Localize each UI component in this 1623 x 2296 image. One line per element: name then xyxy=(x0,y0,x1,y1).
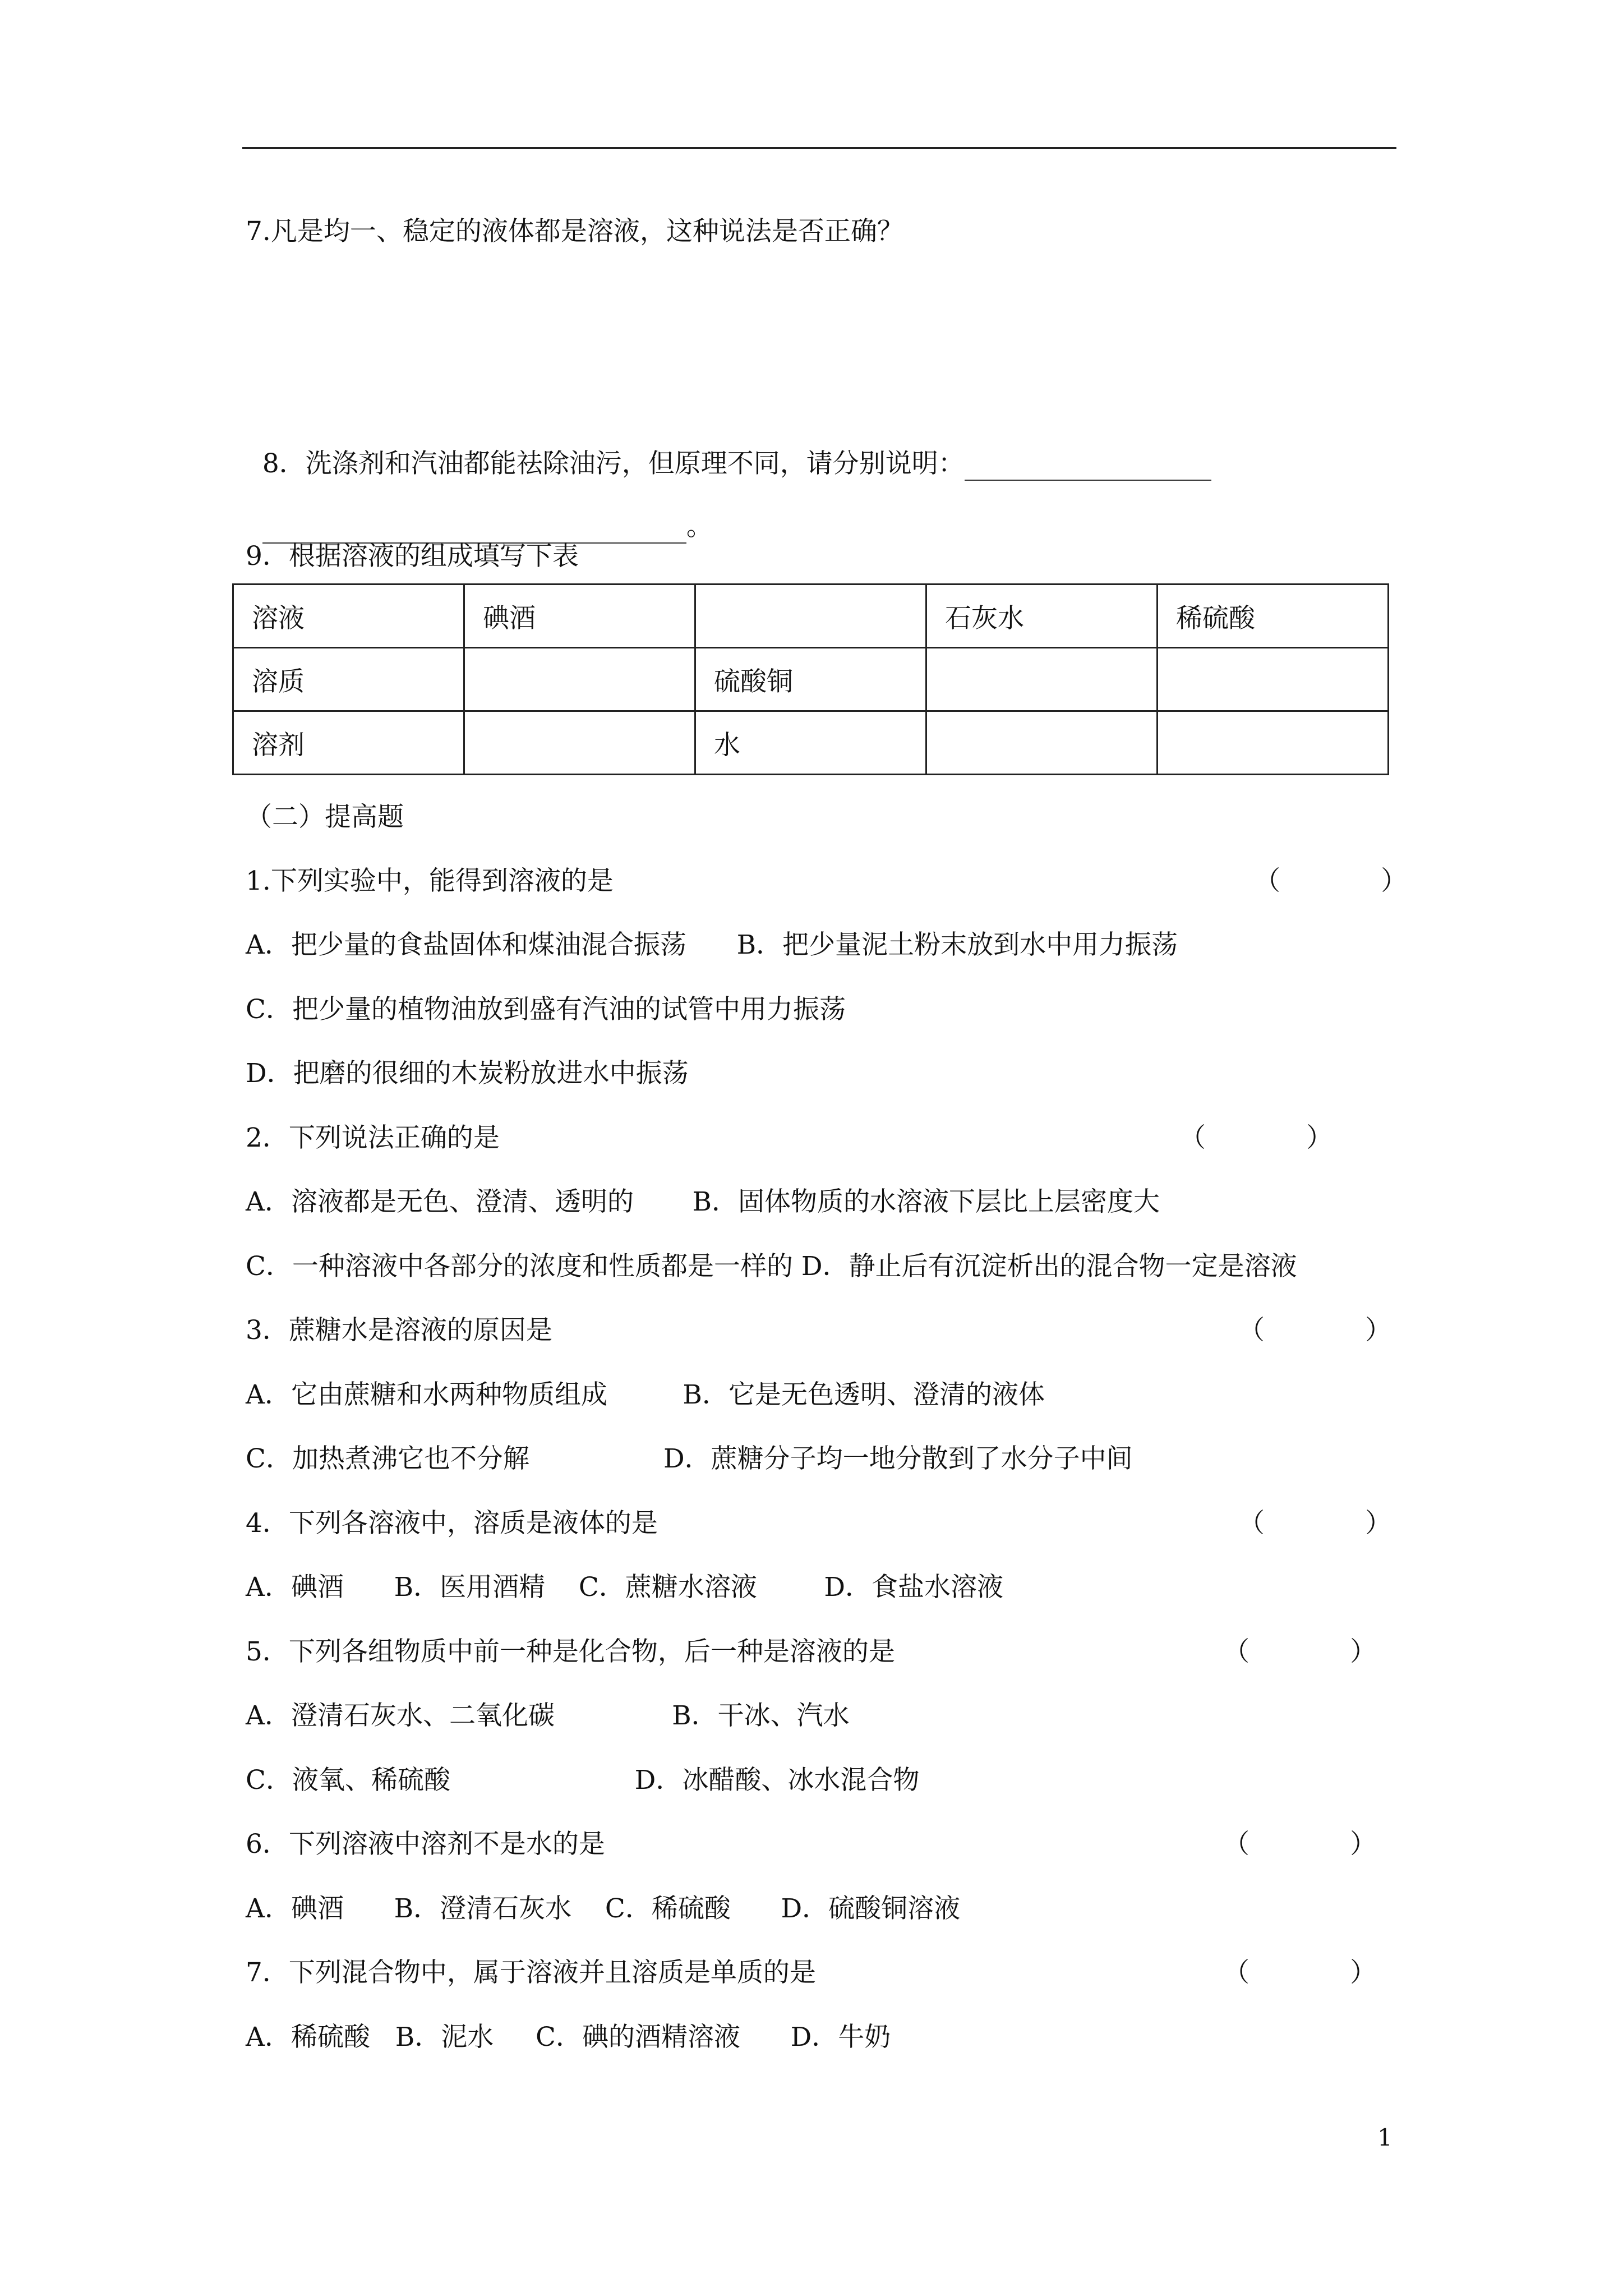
section-heading: （二）提高题 xyxy=(246,802,404,832)
option-line: A．它由蔗糖和水两种物质组成 B．它是无色透明、澄清的液体 xyxy=(246,1379,1045,1410)
table-cell: 稀硫酸 xyxy=(1158,585,1389,648)
solution-composition-table xyxy=(232,583,1389,775)
header-rule xyxy=(242,147,1396,149)
question-stem: 3．蔗糖水是溶液的原因是 xyxy=(246,1315,552,1346)
table-cell[interactable] xyxy=(926,711,1158,775)
table-row xyxy=(233,648,1389,711)
page-number: 1 xyxy=(1377,2124,1393,2151)
option-line: A．碘酒 B．医用酒精 C．蔗糖水溶液 D．食盐水溶液 xyxy=(246,1572,1004,1603)
question-stem: 2．下列说法正确的是 xyxy=(246,1122,500,1153)
option-line: A．稀硫酸 B．泥水 C．碘的酒精溶液 D．牛奶 xyxy=(246,2022,891,2053)
table-cell[interactable] xyxy=(1158,648,1389,711)
question-stem: 7．下列混合物中，属于溶液并且溶质是单质的是 xyxy=(246,1957,816,1988)
table-cell[interactable] xyxy=(695,585,926,648)
answer-bracket[interactable]: （ ） xyxy=(1238,1508,1392,1539)
table-cell[interactable] xyxy=(1158,711,1389,775)
answer-bracket[interactable]: （ ） xyxy=(1254,866,1408,896)
answer-bracket[interactable]: （ ） xyxy=(1223,1636,1377,1667)
answer-bracket[interactable]: （ ） xyxy=(1223,1829,1377,1860)
answer-bracket[interactable]: （ ） xyxy=(1238,1315,1392,1346)
table-cell: 溶液 xyxy=(233,585,464,648)
question-8 xyxy=(246,413,1211,481)
table-cell: 石灰水 xyxy=(926,585,1158,648)
table-cell: 溶剂 xyxy=(233,711,464,775)
question-9: 9．根据溶液的组成填写下表 xyxy=(246,541,579,572)
question-stem: 4．下列各溶液中，溶质是液体的是 xyxy=(246,1508,658,1539)
table-cell: 溶质 xyxy=(233,648,464,711)
table-row xyxy=(233,711,1389,775)
table-row xyxy=(233,585,1389,648)
question-stem: 5．下列各组物质中前一种是化合物，后一种是溶液的是 xyxy=(246,1636,895,1667)
table-cell[interactable] xyxy=(464,711,695,775)
table-cell: 硫酸铜 xyxy=(695,648,926,711)
answer-blank-1[interactable] xyxy=(965,454,1211,481)
option-line: D．把磨的很细的木炭粉放进水中振荡 xyxy=(246,1058,689,1089)
answer-bracket[interactable]: （ ） xyxy=(1223,1957,1377,1988)
question-stem: 6．下列溶液中溶剂不是水的是 xyxy=(246,1829,605,1860)
question-7: 7.凡是均一、稳定的液体都是溶液，这种说法是否正确？ xyxy=(246,216,903,247)
option-line: A．碘酒 B．澄清石灰水 C．稀硫酸 D．硫酸铜溶液 xyxy=(246,1893,961,1924)
option-line: C．把少量的植物油放到盛有汽油的试管中用力振荡 xyxy=(246,994,846,1025)
option-line: C．一种溶液中各部分的浓度和性质都是一样的 D．静止后有沉淀析出的混合物一定是溶液 xyxy=(246,1251,1297,1282)
option-line: A．溶液都是无色、澄清、透明的 B．固体物质的水溶液下层比上层密度大 xyxy=(246,1186,1160,1217)
table-cell[interactable] xyxy=(464,648,695,711)
question-8-continued xyxy=(246,476,713,544)
table-cell[interactable] xyxy=(926,648,1158,711)
option-line: A．澄清石灰水、二氧化碳 B．干冰、汽水 xyxy=(246,1700,850,1731)
option-line: C．加热煮沸它也不分解 D．蔗糖分子均一地分散到了水分子中间 xyxy=(246,1443,1133,1474)
answer-bracket[interactable]: （ ） xyxy=(1179,1122,1333,1153)
option-line: A．把少量的食盐固体和煤油混合振荡 B．把少量泥土粉末放到水中用力振荡 xyxy=(246,930,1178,960)
table-cell: 水 xyxy=(695,711,926,775)
table-cell: 碘酒 xyxy=(464,585,695,648)
option-line: C．液氧、稀硫酸 D．冰醋酸、冰水混合物 xyxy=(246,1765,920,1796)
question-8-end: 。 xyxy=(686,511,713,542)
question-8-text: 8．洗涤剂和汽油都能祛除油污，但原理不同，请分别说明： xyxy=(262,448,965,479)
question-stem: 1.下列实验中，能得到溶液的是 xyxy=(246,866,614,896)
